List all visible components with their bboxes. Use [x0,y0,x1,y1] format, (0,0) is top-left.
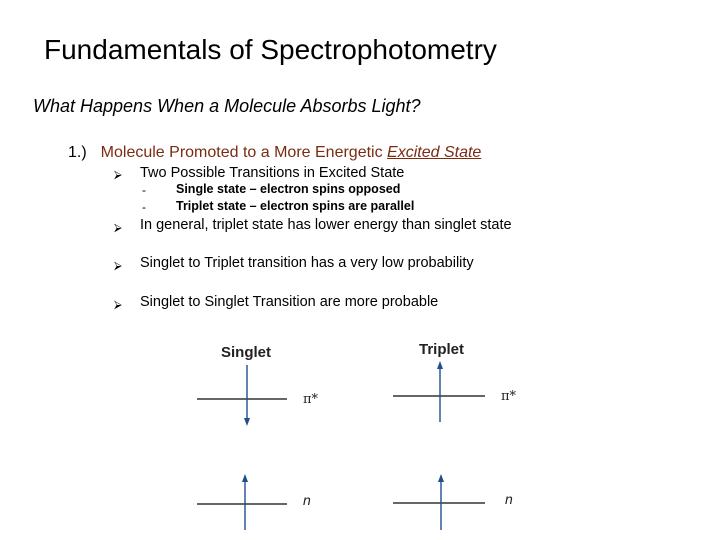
point-number: 1.) [68,144,87,161]
arrow-bullet-icon: ⮚ [114,299,122,311]
bullet-item: In general, triplet state has lower energy than singlet state [140,217,512,233]
point-emphasis-text: Excited State [387,144,482,161]
slide-subtitle: What Happens When a Molecule Absorbs Light? [33,96,421,116]
spin-transition-diagram [185,332,535,537]
bullet-item: Two Possible Transitions in Excited State [140,165,405,181]
sub-item-text: Triplet state – electron spins are parallel [176,199,415,213]
arrow-bullet-icon: ⮚ [114,169,122,181]
triplet-n-label: n [505,491,513,507]
bullet-item: Singlet to Triplet transition has a very low probability [140,255,474,271]
triplet-pi-star-label: π* [501,389,517,404]
sub-item-dash: - [142,200,146,214]
point-lead-text: Molecule Promoted to a More Energetic [100,144,383,161]
triplet-label: Triplet [419,341,465,358]
sub-item-dash: - [142,183,146,197]
singlet-pi-star-label: π* [303,392,319,407]
bullet-item: Singlet to Singlet Transition are more probable [140,294,439,310]
sub-item-text: Single state – electron spins opposed [176,182,401,196]
singlet-n-label: n [303,492,311,508]
arrow-bullet-icon: ⮚ [114,222,122,234]
point-1 [68,144,481,162]
singlet-label: Singlet [221,344,272,361]
arrow-bullet-icon: ⮚ [114,260,122,272]
slide-title: Fundamentals of Spectrophotometry [44,34,497,65]
